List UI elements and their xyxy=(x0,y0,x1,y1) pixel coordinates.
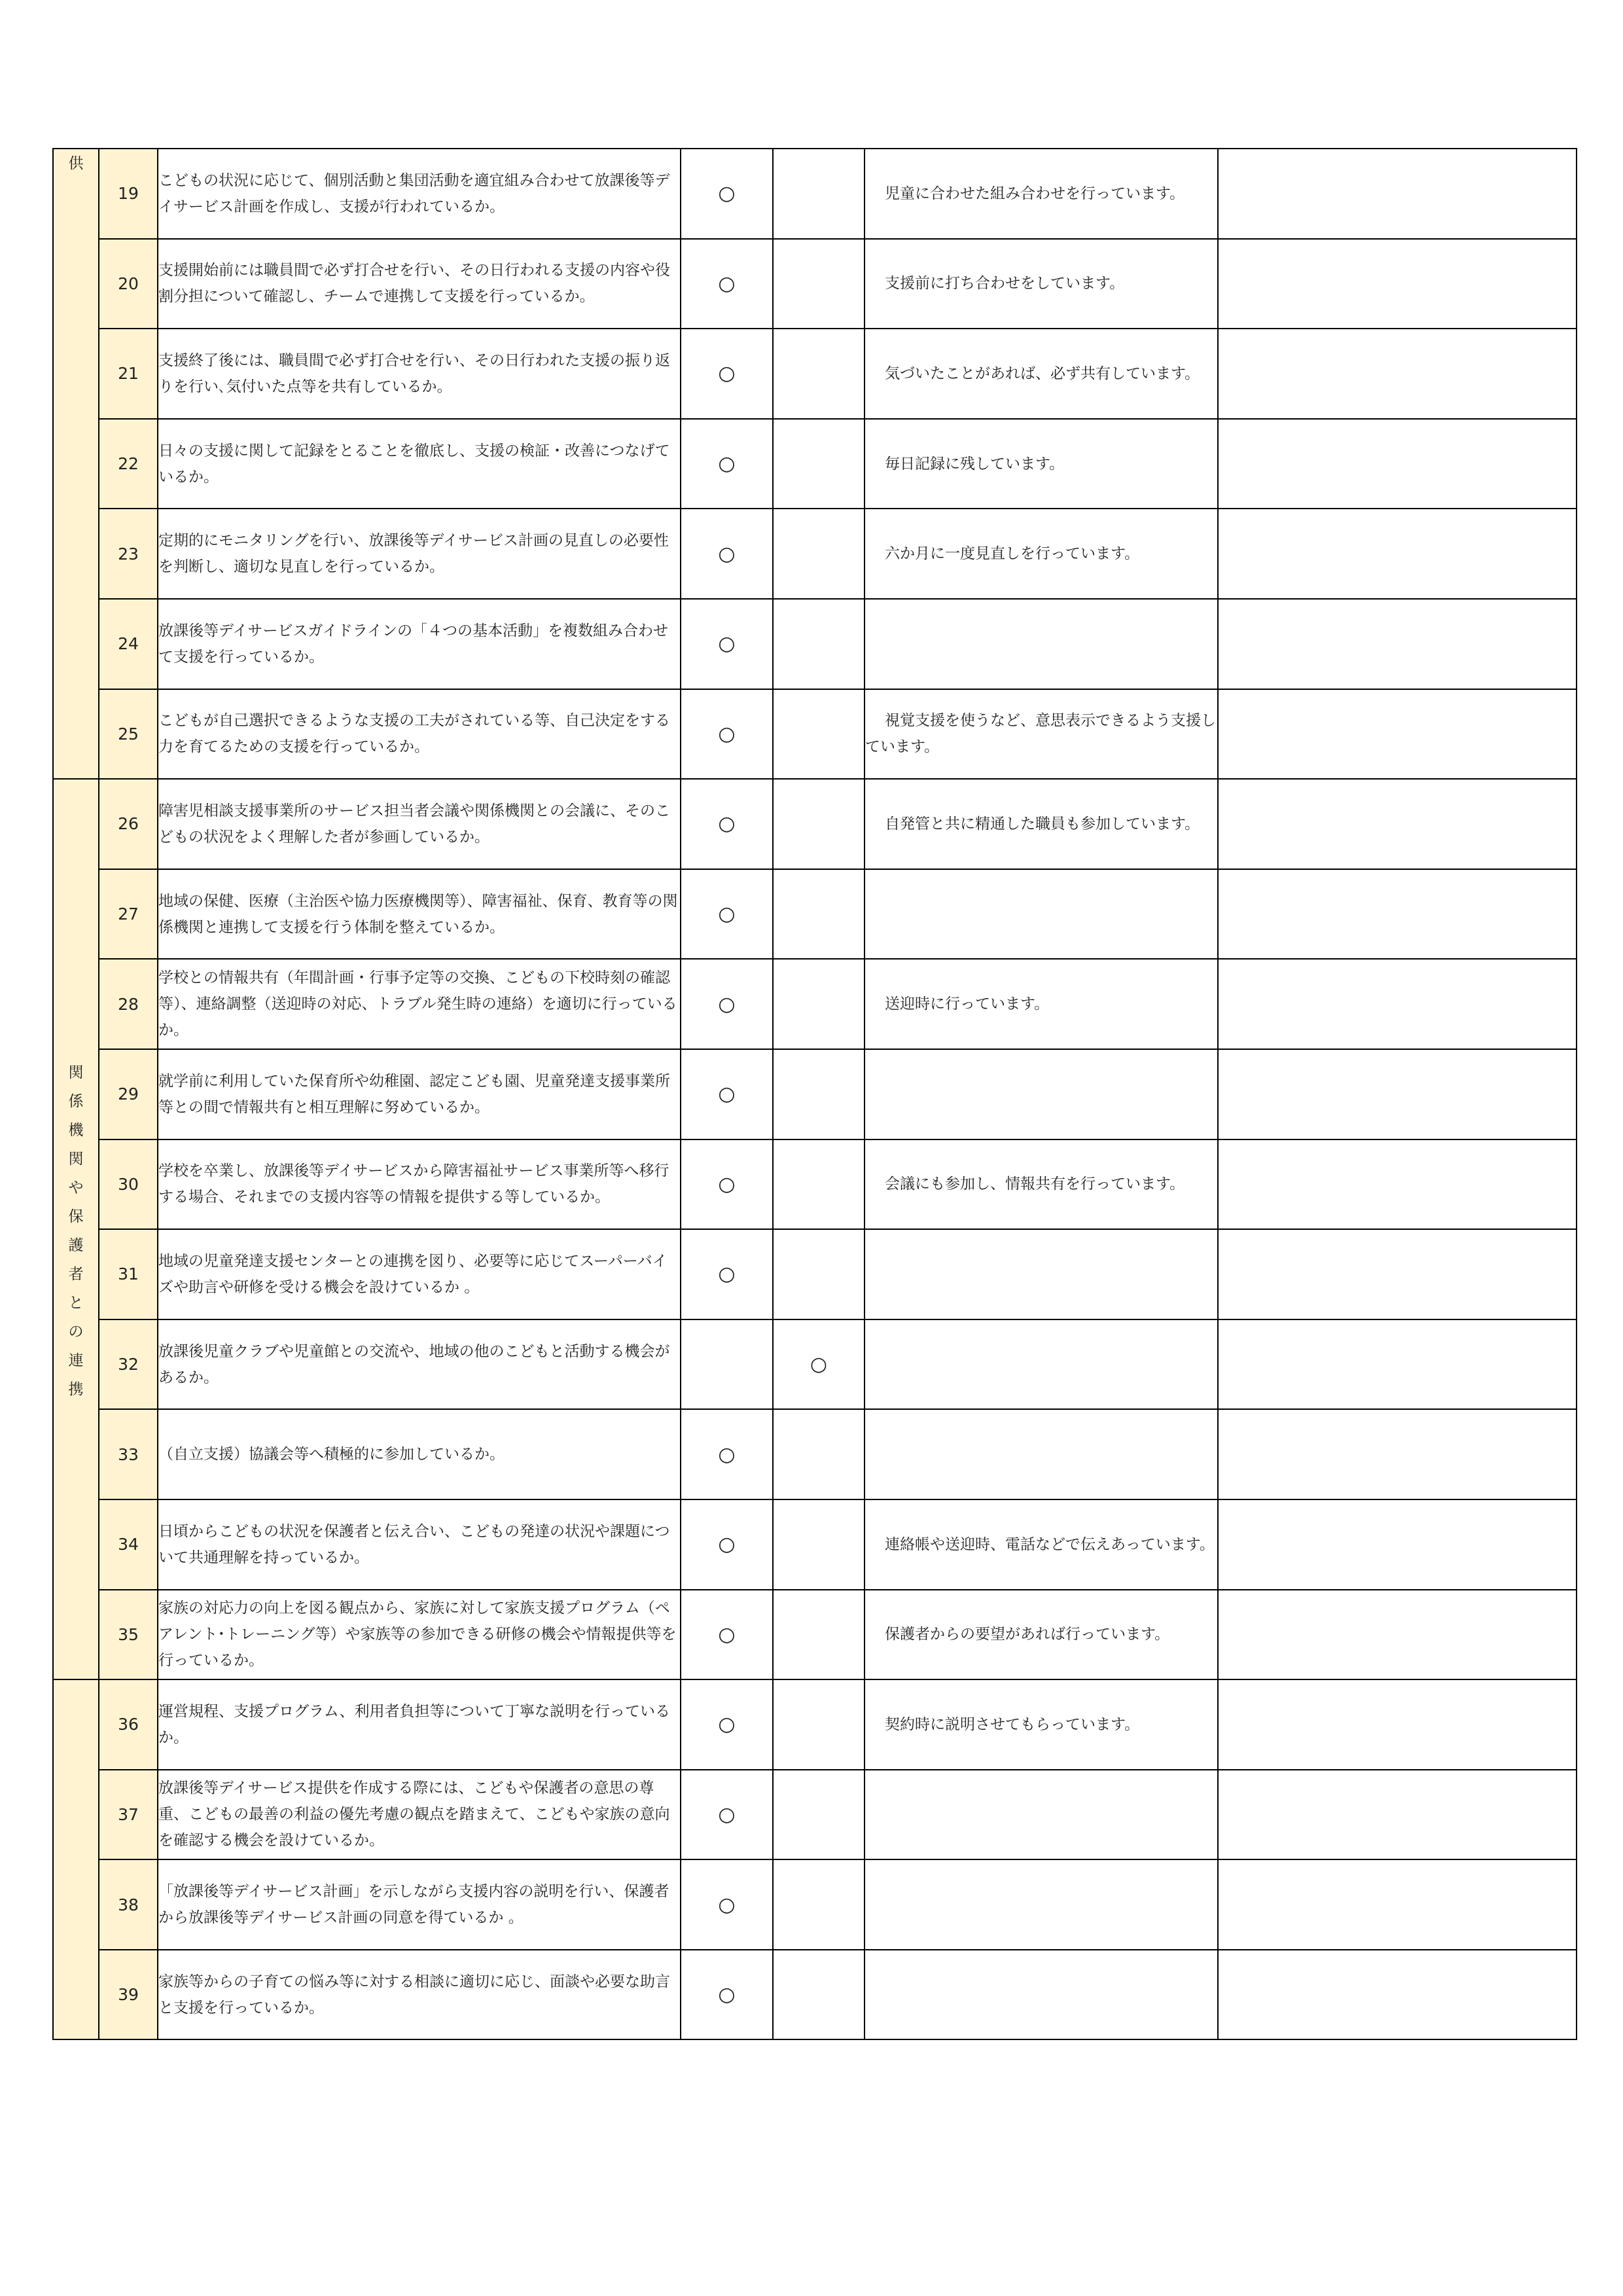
yes-mark: ○ xyxy=(681,419,773,509)
item-text: 家族等からの子育ての悩み等に対する相談に適切に応じ、面談や必要な助言と支援を行っているか。 xyxy=(158,1950,681,2040)
improvement-cell xyxy=(1218,1139,1577,1230)
yes-mark: ○ xyxy=(681,1049,773,1139)
improvement-cell xyxy=(1218,1859,1577,1950)
table-row xyxy=(53,509,1577,599)
improvement-cell xyxy=(1218,1049,1577,1139)
item-number: 24 xyxy=(99,599,158,689)
no-mark xyxy=(773,1590,865,1680)
comment-cell xyxy=(865,419,1218,509)
item-number: 27 xyxy=(99,869,158,960)
item-number: 19 xyxy=(99,149,158,239)
no-mark xyxy=(773,779,865,869)
yes-mark: ○ xyxy=(681,1229,773,1319)
item-text: 学校との情報共有（年間計画・行事予定等の交換、こどもの下校時刻の確認等）、連絡調整（送迎時の対応、トラブル発生時の連絡）を適切に行っているか。 xyxy=(158,959,681,1049)
yes-mark: ○ xyxy=(681,329,773,419)
section-label-char: 連 xyxy=(68,1352,84,1370)
table-row xyxy=(53,1590,1577,1680)
item-number: 22 xyxy=(99,419,158,509)
item-text: 学校を卒業し、放課後等デイサービスから障害福祉サービス事業所等へ移行する場合、それまでの支援内容等の情報を提供する等しているか。 xyxy=(158,1139,681,1230)
item-number: 29 xyxy=(99,1049,158,1139)
item-text: 地域の保健、医療（主治医や協力医療機関等）、障害福祉、保育、教育等の関係機関と連携して支援を行う体制を整えているか。 xyxy=(158,869,681,960)
improvement-cell xyxy=(1218,1590,1577,1680)
item-text: 放課後児童クラブや児童館との交流や、地域の他のこどもと活動する機会があるか。 xyxy=(158,1319,681,1410)
item-number: 35 xyxy=(99,1590,158,1680)
yes-mark: ○ xyxy=(681,779,773,869)
item-text: 支援終了後には、職員間で必ず打合せを行い、その日行われた支援の振り返りを行い､気付いた点等を共有しているか。 xyxy=(158,329,681,419)
comment-cell xyxy=(865,1499,1218,1590)
item-text: 支援開始前には職員間で必ず打合せを行い、その日行われる支援の内容や役割分担について確認し、チームで連携して支援を行っているか。 xyxy=(158,239,681,329)
yes-mark: ○ xyxy=(681,239,773,329)
table-row xyxy=(53,779,1577,869)
comment-cell xyxy=(865,1049,1218,1139)
yes-mark: ○ xyxy=(681,1950,773,2040)
item-text: 日々の支援に関して記録をとることを徹底し、支援の検証・改善につなげているか。 xyxy=(158,419,681,509)
yes-mark: ○ xyxy=(681,1139,773,1230)
section-label-char: や xyxy=(68,1179,84,1197)
no-mark xyxy=(773,1409,865,1499)
yes-mark: ○ xyxy=(681,689,773,780)
section-label-char: 護 xyxy=(68,1237,84,1255)
comment-cell xyxy=(865,1319,1218,1410)
section-label-char: 携 xyxy=(68,1381,84,1399)
comment-cell xyxy=(865,1229,1218,1319)
section-label-char: 者 xyxy=(68,1266,84,1283)
no-mark: ○ xyxy=(773,1319,865,1410)
table-row xyxy=(53,1409,1577,1499)
comment-text: 連絡帳や送迎時、電話などで伝えあっています。 xyxy=(885,1535,1215,1553)
comment-cell xyxy=(865,1679,1218,1770)
item-number: 33 xyxy=(99,1409,158,1499)
comment-cell xyxy=(865,689,1218,780)
no-mark xyxy=(773,149,865,239)
comment-text: 気づいたことがあれば、必ず共有しています。 xyxy=(885,365,1200,382)
item-text: こどもが自己選択できるような支援の工夫がされている等、自己決定をする力を育てるための支援を行っているか。 xyxy=(158,689,681,780)
yes-mark: ○ xyxy=(681,1409,773,1499)
comment-cell xyxy=(865,239,1218,329)
table-row xyxy=(53,1049,1577,1139)
improvement-cell xyxy=(1218,599,1577,689)
table-row xyxy=(53,1499,1577,1590)
comment-cell xyxy=(865,779,1218,869)
improvement-cell xyxy=(1218,1770,1577,1860)
item-number: 39 xyxy=(99,1950,158,2040)
no-mark xyxy=(773,599,865,689)
item-number: 38 xyxy=(99,1859,158,1950)
table-row xyxy=(53,599,1577,689)
table-row xyxy=(53,1859,1577,1950)
section-label-char: 係 xyxy=(68,1093,84,1111)
comment-cell xyxy=(865,1770,1218,1860)
no-mark xyxy=(773,1679,865,1770)
item-number: 32 xyxy=(99,1319,158,1410)
comment-cell xyxy=(865,599,1218,689)
item-text: 「放課後等デイサービス計画」を示しながら支援内容の説明を行い、保護者から放課後等デイサービス計画の同意を得ているか 。 xyxy=(158,1859,681,1950)
item-number: 21 xyxy=(99,329,158,419)
section-label xyxy=(54,1058,98,1404)
item-number: 34 xyxy=(99,1499,158,1590)
item-text: 家族の対応力の向上を図る観点から、家族に対して家族支援プログラム（ペアレント･トレーニング等）や家族等の参加できる研修の機会や情報提供等を行っているか。 xyxy=(158,1590,681,1680)
comment-text: 六か月に一度見直しを行っています。 xyxy=(885,545,1140,563)
evaluation-table xyxy=(52,148,1577,2040)
table-row xyxy=(53,689,1577,780)
comment-text: 支援前に打ち合わせをしています。 xyxy=(885,275,1125,293)
no-mark xyxy=(773,1499,865,1590)
item-text: 運営規程、支援プログラム、利用者負担等について丁寧な説明を行っているか。 xyxy=(158,1679,681,1770)
section-label-cell xyxy=(53,779,99,1679)
comment-text: 児童に合わせた組み合わせを行っています。 xyxy=(885,185,1185,202)
no-mark xyxy=(773,1859,865,1950)
yes-mark: ○ xyxy=(681,599,773,689)
table-row xyxy=(53,1950,1577,2040)
yes-mark: ○ xyxy=(681,1590,773,1680)
yes-mark xyxy=(681,1319,773,1410)
no-mark xyxy=(773,509,865,599)
item-number: 28 xyxy=(99,959,158,1049)
yes-mark: ○ xyxy=(681,959,773,1049)
table-row xyxy=(53,1679,1577,1770)
section-label-char: 供 xyxy=(68,155,84,172)
no-mark xyxy=(773,1139,865,1230)
comment-cell xyxy=(865,1590,1218,1680)
improvement-cell xyxy=(1218,1499,1577,1590)
table-row xyxy=(53,149,1577,239)
table-row xyxy=(53,1770,1577,1860)
item-text: （自立支援）協議会等へ積極的に参加しているか。 xyxy=(158,1409,681,1499)
item-number: 37 xyxy=(99,1770,158,1860)
item-text: 地域の児童発達支援センターとの連携を図り、必要等に応じてスーパーバイズや助言や研修を受ける機会を設けているか 。 xyxy=(158,1229,681,1319)
table-row xyxy=(53,419,1577,509)
table-row xyxy=(53,329,1577,419)
no-mark xyxy=(773,1229,865,1319)
section-label-cell xyxy=(53,1679,99,2039)
section-label-char: 関 xyxy=(68,1064,84,1082)
comment-cell xyxy=(865,329,1218,419)
improvement-cell xyxy=(1218,1950,1577,2040)
yes-mark: ○ xyxy=(681,149,773,239)
no-mark xyxy=(773,419,865,509)
table-row xyxy=(53,1229,1577,1319)
no-mark xyxy=(773,1950,865,2040)
item-text: 放課後等デイサービスガイドラインの「４つの基本活動」を複数組み合わせて支援を行っているか。 xyxy=(158,599,681,689)
no-mark xyxy=(773,1770,865,1860)
comment-text: 毎日記録に残しています。 xyxy=(885,455,1065,473)
improvement-cell xyxy=(1218,149,1577,239)
table-row xyxy=(53,239,1577,329)
section-label xyxy=(54,149,98,178)
yes-mark: ○ xyxy=(681,869,773,960)
no-mark xyxy=(773,689,865,780)
item-text: 就学前に利用していた保育所や幼稚園、認定こども園、児童発達支援事業所等との間で情報共有と相互理解に努めているか。 xyxy=(158,1049,681,1139)
improvement-cell xyxy=(1218,869,1577,960)
no-mark xyxy=(773,239,865,329)
no-mark xyxy=(773,1049,865,1139)
item-text: 放課後等デイサービス提供を作成する際には、こどもや保護者の意思の尊重、こどもの最善の利益の優先考慮の観点を踏まえて、こどもや家族の意向を確認する機会を設けているか。 xyxy=(158,1770,681,1860)
item-number: 23 xyxy=(99,509,158,599)
section-label-char: 保 xyxy=(68,1208,84,1226)
comment-text: 契約時に説明させてもらっています。 xyxy=(885,1715,1140,1733)
section-label-char: 関 xyxy=(68,1151,84,1168)
improvement-cell xyxy=(1218,1229,1577,1319)
item-number: 26 xyxy=(99,779,158,869)
comment-text: 視覚支援を使うなど、意思表示できるよう支援しています。 xyxy=(865,712,1216,756)
evaluation-table-body xyxy=(53,149,1577,2039)
yes-mark: ○ xyxy=(681,1859,773,1950)
section-label-char: 機 xyxy=(68,1122,84,1139)
improvement-cell xyxy=(1218,689,1577,780)
item-text: こどもの状況に応じて、個別活動と集団活動を適宜組み合わせて放課後等デイサービス計画を作成し、支援が行われているか。 xyxy=(158,149,681,239)
comment-cell xyxy=(865,1409,1218,1499)
improvement-cell xyxy=(1218,1319,1577,1410)
section-label-cell xyxy=(53,149,99,779)
comment-text: 送迎時に行っています。 xyxy=(885,996,1050,1013)
comment-cell xyxy=(865,869,1218,960)
item-number: 31 xyxy=(99,1229,158,1319)
comment-cell xyxy=(865,1139,1218,1230)
no-mark xyxy=(773,329,865,419)
comment-cell xyxy=(865,959,1218,1049)
no-mark xyxy=(773,869,865,960)
comment-cell xyxy=(865,149,1218,239)
yes-mark: ○ xyxy=(681,509,773,599)
section-label-char: と xyxy=(68,1295,84,1312)
yes-mark: ○ xyxy=(681,1679,773,1770)
comment-cell xyxy=(865,1950,1218,2040)
item-text: 定期的にモニタリングを行い、放課後等デイサービス計画の見直しの必要性を判断し、適切な見直しを行っているか。 xyxy=(158,509,681,599)
table-row xyxy=(53,959,1577,1049)
item-number: 25 xyxy=(99,689,158,780)
improvement-cell xyxy=(1218,779,1577,869)
item-text: 障害児相談支援事業所のサービス担当者会議や関係機関との会議に、そのこどもの状況をよく理解した者が参画しているか。 xyxy=(158,779,681,869)
table-row xyxy=(53,1319,1577,1410)
improvement-cell xyxy=(1218,329,1577,419)
item-number: 36 xyxy=(99,1679,158,1770)
no-mark xyxy=(773,959,865,1049)
comment-text: 保護者からの要望があれば行っています。 xyxy=(885,1626,1170,1643)
comment-cell xyxy=(865,509,1218,599)
yes-mark: ○ xyxy=(681,1770,773,1860)
comment-text: 会議にも参加し、情報共有を行っています。 xyxy=(885,1175,1185,1193)
improvement-cell xyxy=(1218,1679,1577,1770)
improvement-cell xyxy=(1218,959,1577,1049)
item-text: 日頃からこどもの状況を保護者と伝え合い、こどもの発達の状況や課題について共通理解を持っているか。 xyxy=(158,1499,681,1590)
item-number: 20 xyxy=(99,239,158,329)
comment-text: 自発管と共に精通した職員も参加しています。 xyxy=(885,815,1200,833)
improvement-cell xyxy=(1218,509,1577,599)
comment-cell xyxy=(865,1859,1218,1950)
table-row xyxy=(53,869,1577,960)
improvement-cell xyxy=(1218,419,1577,509)
improvement-cell xyxy=(1218,239,1577,329)
item-number: 30 xyxy=(99,1139,158,1230)
table-row xyxy=(53,1139,1577,1230)
improvement-cell xyxy=(1218,1409,1577,1499)
section-label-char: の xyxy=(68,1323,84,1341)
yes-mark: ○ xyxy=(681,1499,773,1590)
